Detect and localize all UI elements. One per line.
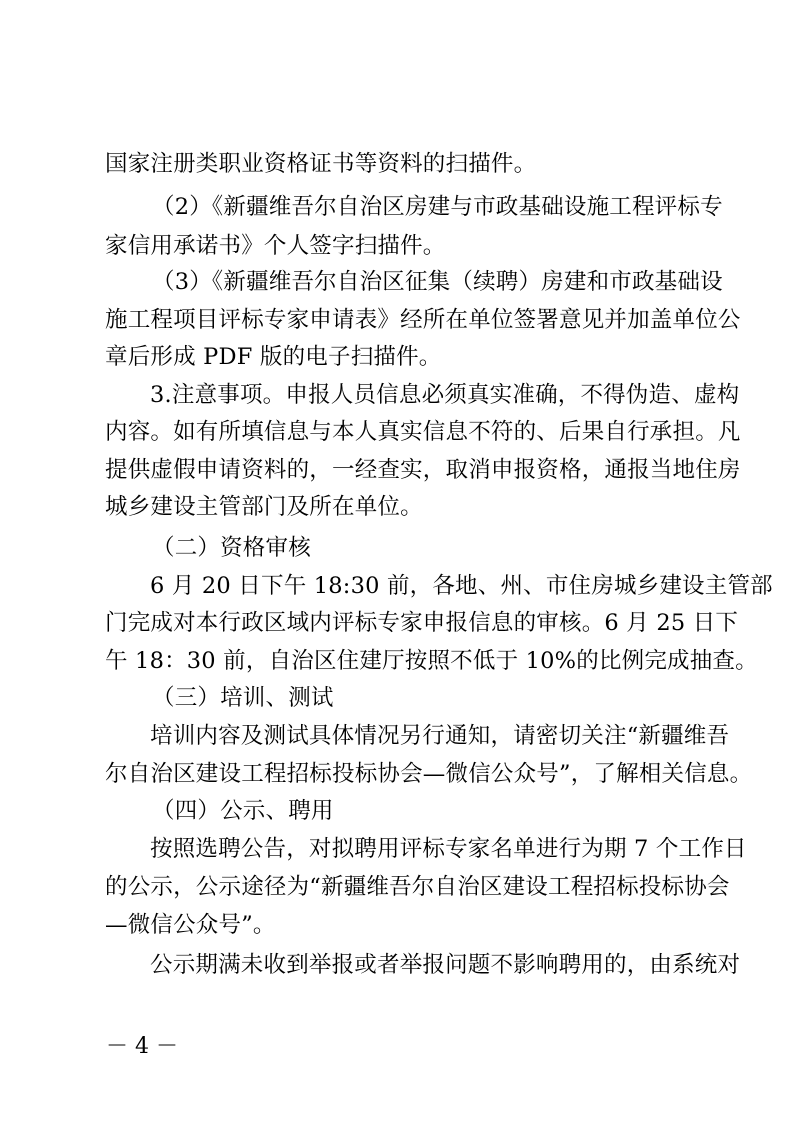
text-line: 午 18：30 前，自治区住建厅按照不低于 10%的比例完成抽查。	[105, 648, 758, 674]
section-heading: （三）培训、测试	[152, 685, 334, 711]
page-number: － 4 －	[106, 1034, 178, 1059]
text-line: 施工程项目评标专家申请表》经所在单位签署意见并加盖单位公	[105, 307, 741, 333]
text-line: 尔自治区建设工程招标投标协会—微信公众号”，了解相关信息。	[105, 761, 753, 787]
text-line: 6 月 20 日下午 18:30 前，各地、州、市住房城乡建设主管部	[150, 573, 773, 599]
text-line: 提供虚假申请资料的，一经查实，取消申报资格，通报当地住房	[105, 457, 741, 483]
text-line: 培训内容及测试具体情况另行通知，请密切关注“新疆维吾	[150, 723, 730, 749]
text-line: 门完成对本行政区域内评标专家申报信息的审核。6 月 25 日下	[105, 610, 739, 636]
text-line: 章后形成 PDF 版的电子扫描件。	[105, 344, 442, 370]
text-line: 国家注册类职业资格证书等资料的扫描件。	[105, 151, 537, 177]
text-line: 城乡建设主管部门及所在单位。	[105, 494, 423, 520]
section-heading: （四）公示、聘用	[152, 798, 334, 824]
section-heading: （二）资格审核	[152, 535, 311, 561]
text-line: 家信用承诺书》个人签字扫描件。	[105, 233, 446, 259]
text-line: 公示期满未收到举报或者举报问题不影响聘用的，由系统对	[150, 952, 741, 978]
text-line: 3.注意事项。申报人员信息必须真实准确，不得伪造、虚构	[150, 382, 740, 408]
text-line: （3）《新疆维吾尔自治区征集（续聘）房建和市政基础设	[152, 269, 723, 295]
text-line: 内容。如有所填信息与本人真实信息不符的、后果自行承担。凡	[105, 419, 741, 445]
text-line: （2）《新疆维吾尔自治区房建与市政基础设施工程评标专	[152, 194, 723, 220]
text-line: 按照选聘公告，对拟聘用评标专家名单进行为期 7 个工作日	[150, 836, 747, 862]
text-line: —微信公众号”。	[105, 912, 276, 938]
text-line: 的公示，公示途径为“新疆维吾尔自治区建设工程招标投标协会	[105, 874, 730, 900]
